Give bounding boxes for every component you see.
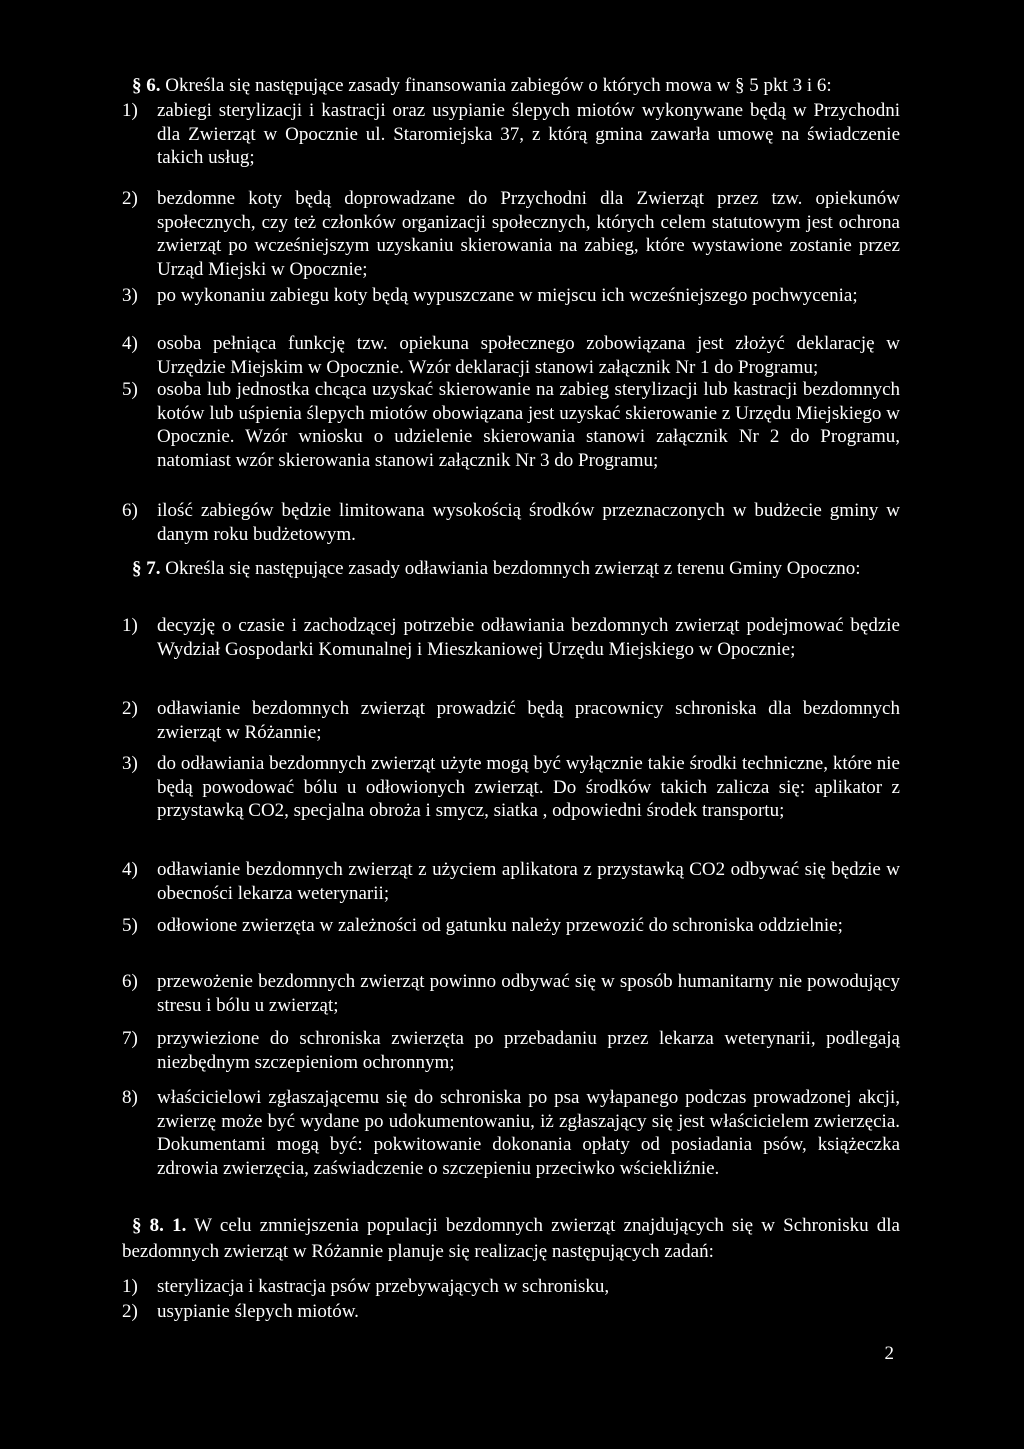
item-number: 2) <box>122 1301 138 1322</box>
item-text: zabiegi sterylizacji i kastracji oraz usypianie ślepych miotów wykonywane będą w Przychodni dla Zwierząt w Opocznie ul. Staromiejska 37, z którą gmina zawarła umowę na świadczenie takich usług; <box>157 100 900 168</box>
item-text: odławianie bezdomnych zwierząt z użyciem aplikatora z przystawką CO2 odbywać się będzie w obecności lekarza weterynarii; <box>157 859 900 904</box>
item-number: 1) <box>122 615 138 636</box>
item-text: przywiezione do schroniska zwierzęta po przebadaniu przez lekarza weterynarii, podlegają niezbędnym szczepieniom ochronnym; <box>157 1028 900 1073</box>
item-number: 3) <box>122 285 138 306</box>
list-item-6-6 <box>122 499 900 546</box>
list-item-8-2 <box>122 1300 900 1324</box>
list-item-6-4 <box>122 332 900 379</box>
item-text: odłowione zwierzęta w zależności od gatunku należy przewozić do schroniska oddzielnie; <box>157 915 843 936</box>
item-number: 8) <box>122 1087 138 1108</box>
item-number: 1) <box>122 1276 138 1297</box>
list-item-6-5 <box>122 378 900 472</box>
item-number: 4) <box>122 333 138 354</box>
page-number: 2 <box>884 1343 894 1364</box>
item-text: odławianie bezdomnych zwierząt prowadzić będą pracownicy schroniska dla bezdomnych zwierząt w Różannie; <box>157 698 900 743</box>
section-8-mark: § 8. 1. <box>132 1215 187 1236</box>
section-6-mark: § 6. <box>132 75 161 96</box>
list-item-6-2 <box>122 187 900 281</box>
item-text: do odławiania bezdomnych zwierząt użyte mogą być wyłącznie takie środki techniczne, które nie będą powodować bólu u odłowionych zwierząt. Do środków takich zalicza się: aplikator z przystawką CO2, specjalna obroża i smycz, siatka , odpowiedni środek transportu; <box>157 753 900 821</box>
list-item-7-2 <box>122 697 900 744</box>
section-7-heading <box>122 556 900 582</box>
item-number: 5) <box>122 379 138 400</box>
item-number: 1) <box>122 100 138 121</box>
list-item-8-1 <box>122 1275 900 1299</box>
list-item-7-6 <box>122 970 900 1017</box>
section-8-heading-text: W celu zmniejszenia populacji bezdomnych zwierząt znajdujących się w Schronisku dla bezdomnych zwierząt w Różannie planuje się realizację następujących zadań: <box>122 1215 900 1262</box>
section-7-heading-text: Określa się następujące zasady odławiania bezdomnych zwierząt z terenu Gminy Opoczno: <box>165 558 861 579</box>
item-number: 2) <box>122 698 138 719</box>
section-6-heading <box>132 73 902 99</box>
list-item-7-4 <box>122 858 900 905</box>
item-text: po wykonaniu zabiegu koty będą wypuszczane w miejscu ich wcześniejszego pochwycenia; <box>157 285 858 306</box>
item-number: 5) <box>122 915 138 936</box>
list-item-7-8 <box>122 1086 900 1180</box>
list-item-6-1 <box>122 99 900 170</box>
item-number: 3) <box>122 753 138 774</box>
item-text: decyzję o czasie i zachodzącej potrzebie odławiania bezdomnych zwierząt podejmować będzie Wydział Gospodarki Komunalnej i Mieszkaniowej Urzędu Miejskiego w Opocznie; <box>157 615 900 660</box>
list-item-7-7 <box>122 1027 900 1074</box>
section-6-heading-text: Określa się następujące zasady finansowania zabiegów o których mowa w § 5 pkt 3 i 6: <box>165 75 832 96</box>
item-number: 6) <box>122 500 138 521</box>
list-item-7-5 <box>122 914 900 938</box>
list-item-7-1 <box>122 614 900 661</box>
item-number: 6) <box>122 971 138 992</box>
item-number: 2) <box>122 188 138 209</box>
item-text: przewożenie bezdomnych zwierząt powinno odbywać się w sposób humanitarny nie powodujący stresu i bólu u zwierząt; <box>157 971 900 1016</box>
section-8-heading <box>122 1213 900 1265</box>
item-text: bezdomne koty będą doprowadzane do Przychodni dla Zwierząt przez tzw. opiekunów społecznych, czy też członków organizacji społecznych, których celem statutowym jest ochrona zwierząt po wcześniejszym uzyskaniu skierowania na zabieg, które wystawione zostanie przez Urząd Miejski w Opocznie; <box>157 188 900 280</box>
section-7-mark: § 7. <box>132 558 161 579</box>
list-item-7-3 <box>122 752 900 823</box>
item-text: osoba pełniąca funkcję tzw. opiekuna społecznego zobowiązana jest złożyć deklarację w Urzędzie Miejskim w Opocznie. Wzór deklaracji stanowi załącznik Nr 1 do Programu; <box>157 333 900 378</box>
item-text: właścicielowi zgłaszającemu się do schroniska po psa wyłapanego podczas prowadzonej akcji, zwierzę może być wydane po udokumentowaniu, iż zgłaszający się jest właścicielem zwierzęcia. Dokumentami mogą być: pokwitowanie dokonania opłaty od posiadania psów, książeczka zdrowia zwierzęcia, zaświadczenie o szczepieniu przeciwko wściekliźnie. <box>157 1087 900 1179</box>
list-item-6-3 <box>122 284 900 308</box>
item-text: ilość zabiegów będzie limitowana wysokością środków przeznaczonych w budżecie gminy w danym roku budżetowym. <box>157 500 900 545</box>
item-text: usypianie ślepych miotów. <box>157 1301 359 1322</box>
item-number: 7) <box>122 1028 138 1049</box>
item-number: 4) <box>122 859 138 880</box>
item-text: osoba lub jednostka chcąca uzyskać skierowanie na zabieg sterylizacji lub kastracji bezdomnych kotów lub uśpienia ślepych miotów obowiązana jest uzyskać skierowanie z Urzędu Miejskiego w Opocznie. Wzór wniosku o udzielenie skierowania stanowi załącznik Nr 2 do Programu, natomiast wzór skierowania stanowi załącznik Nr 3 do Programu; <box>157 379 900 471</box>
item-text: sterylizacja i kastracja psów przebywających w schronisku, <box>157 1276 610 1297</box>
